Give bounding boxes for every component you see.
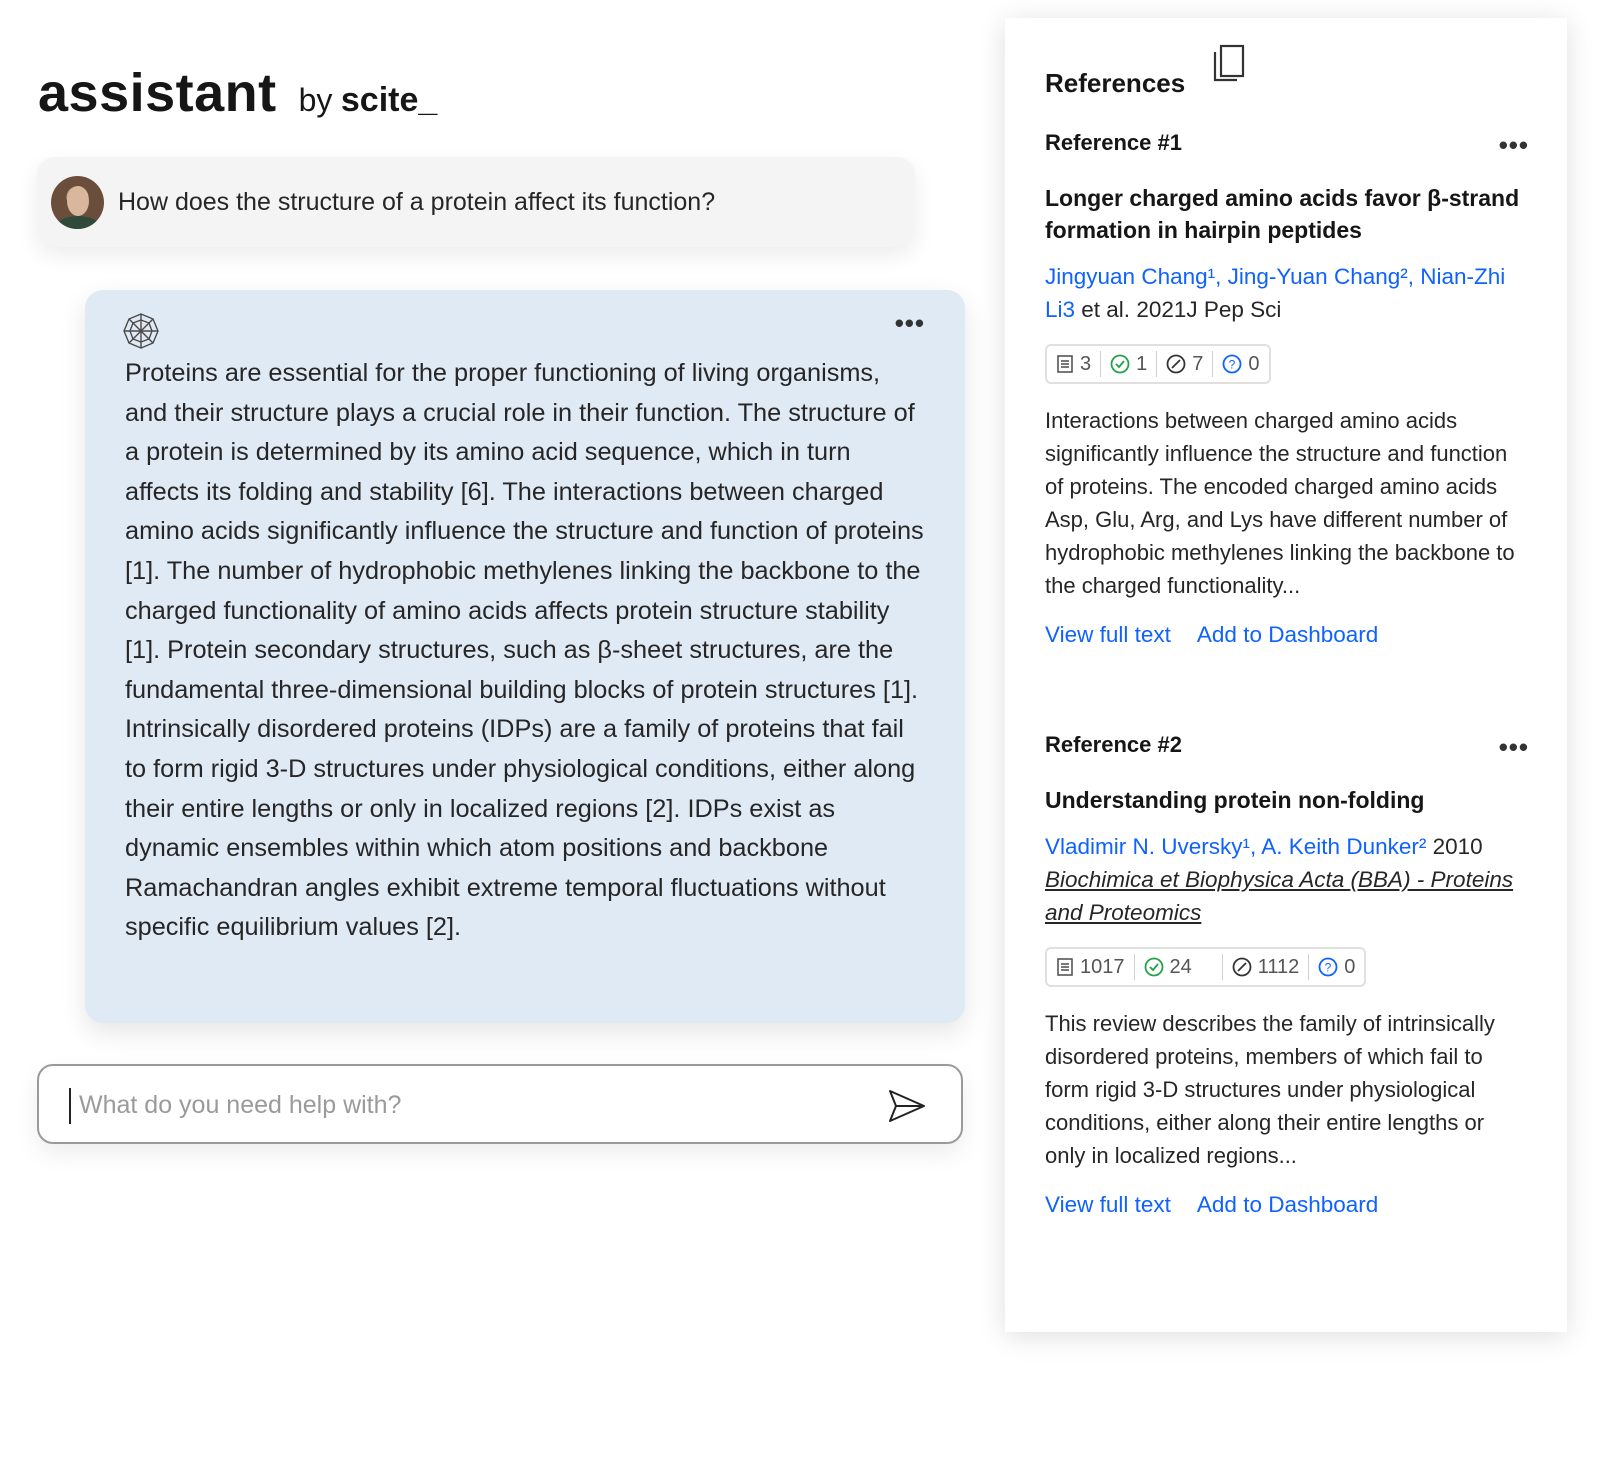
- contrasting-count: 0: [1248, 352, 1260, 375]
- supporting-icon: [1110, 354, 1130, 374]
- brand-by: by: [298, 82, 333, 118]
- add-to-dashboard-link[interactable]: Add to Dashboard: [1196, 1192, 1379, 1217]
- contrasting-badge[interactable]: [1308, 954, 1364, 980]
- user-question-bubble: [37, 157, 915, 247]
- brand-header: [38, 62, 437, 124]
- contrasting-count: 0: [1344, 955, 1356, 978]
- contrasting-icon: [1318, 957, 1338, 977]
- reference-actions: [1045, 1192, 1529, 1218]
- reference-actions: [1045, 622, 1529, 648]
- answer-more-icon[interactable]: •••: [894, 308, 925, 338]
- reference-title: Understanding protein non-folding: [1045, 787, 1425, 813]
- mentioning-badge[interactable]: [1222, 954, 1309, 980]
- reference-citation-badges[interactable]: [1045, 344, 1271, 384]
- publications-badge[interactable]: [1047, 954, 1134, 980]
- reference-abstract: Interactions between charged amino acids significantly influence the structure and function of proteins. The encoded charged amino acids Asp, Glu, Arg, and Lys have different number of hydrophobic methylenes linking the backbone to the charged functionality...: [1045, 408, 1515, 598]
- contrasting-badge[interactable]: [1212, 351, 1268, 377]
- add-to-dashboard-link[interactable]: Add to Dashboard: [1196, 622, 1379, 647]
- mentioning-icon: [1232, 957, 1252, 977]
- reference-authors: [1045, 260, 1529, 326]
- assistant-icon: [122, 312, 160, 350]
- reference-label: Reference #1: [1045, 130, 1182, 155]
- brand-company: scite_: [340, 81, 438, 119]
- reference-citation-badges[interactable]: [1045, 947, 1366, 987]
- text-caret: [69, 1088, 71, 1124]
- mentioning-count: 1112: [1257, 955, 1300, 978]
- reference-meta: et al. 2021J Pep Sci: [1075, 297, 1282, 322]
- send-icon[interactable]: [887, 1086, 927, 1126]
- references-panel: [1005, 18, 1567, 1332]
- contrasting-icon: [1222, 354, 1242, 374]
- view-full-text-link[interactable]: View full text: [1045, 622, 1171, 647]
- user-question-text: How does the structure of a protein affect its function?: [118, 187, 716, 216]
- mentioning-badge[interactable]: [1156, 351, 1212, 377]
- chat-input-box[interactable]: [37, 1064, 963, 1144]
- assistant-answer-bubble: [85, 290, 965, 1023]
- publications-badge[interactable]: [1047, 351, 1100, 377]
- chat-input[interactable]: [77, 1080, 861, 1130]
- supporting-count: 1: [1136, 352, 1148, 375]
- reference-label: Reference #2: [1045, 732, 1182, 757]
- reference-abstract: This review describes the family of intrinsically disordered proteins, members of which fail to form rigid 3-D structures under physiological conditions, either along their entire lengths or only in localized regions...: [1045, 1011, 1495, 1168]
- view-full-text-link[interactable]: View full text: [1045, 1192, 1171, 1217]
- reference-author-links[interactable]: Vladimir N. Uversky¹, A. Keith Dunker²: [1045, 834, 1427, 859]
- copy-icon[interactable]: [1211, 44, 1245, 84]
- supporting-icon: [1144, 957, 1164, 977]
- supporting-count: 24: [1169, 955, 1192, 978]
- supporting-badge[interactable]: [1134, 954, 1222, 980]
- reference-meta: 2010: [1426, 834, 1483, 859]
- reference-authors: [1045, 830, 1529, 929]
- reference-card: [1045, 128, 1529, 648]
- publications-count: 3: [1080, 352, 1092, 375]
- reference-title: Longer charged amino acids favor β-strand formation in hairpin peptides: [1045, 185, 1520, 243]
- reference-more-icon[interactable]: •••: [1498, 130, 1529, 160]
- mentioning-count: 7: [1192, 352, 1204, 375]
- reference-more-icon[interactable]: •••: [1498, 732, 1529, 762]
- svg-text:?: ?: [1229, 357, 1236, 372]
- user-avatar: [51, 176, 104, 229]
- reference-author-links[interactable]: Jingyuan Chang¹, Jing-Yuan Chang², Nian-Zhi Li3: [1045, 264, 1506, 322]
- reference-journal-link[interactable]: Biochimica et Biophysica Acta (BBA) - Proteins and Proteomics: [1045, 867, 1514, 925]
- svg-text:?: ?: [1324, 960, 1332, 975]
- publications-icon: [1056, 354, 1074, 374]
- references-title: References: [1045, 68, 1186, 98]
- publications-count: 1017: [1080, 955, 1125, 978]
- brand-name: assistant: [38, 63, 277, 123]
- assistant-answer-text: Proteins are essential for the proper functioning of living organisms, and their structure plays a crucial role in their function. The structure of a protein is determined by its amino acid sequence, which in turn affects its folding and stability [6]. The interactions between charged amino acids significantly influence the structure and function of proteins [1]. The number of hydrophobic methylenes linking the backbone to the charged functionality of amino acids affects protein structure stability [1]. Protein secondary structures, such as β-sheet structures, are the fundamental three-dimensional building blocks of protein structures [1]. Intrinsically disordered proteins (IDPs) are a family of proteins that fail to form rigid 3-D structures under physiological conditions, either along their entire lengths or only in localized regions [2]. IDPs exist as dynamic ensembles within which atom positions and backbone Ramachandran angles exhibit extreme temporal fluctuations without specific equilibrium values [2].: [125, 359, 924, 942]
- supporting-badge[interactable]: [1100, 351, 1156, 377]
- mentioning-icon: [1166, 354, 1186, 374]
- reference-card: [1045, 730, 1529, 1218]
- publications-icon: [1056, 957, 1074, 977]
